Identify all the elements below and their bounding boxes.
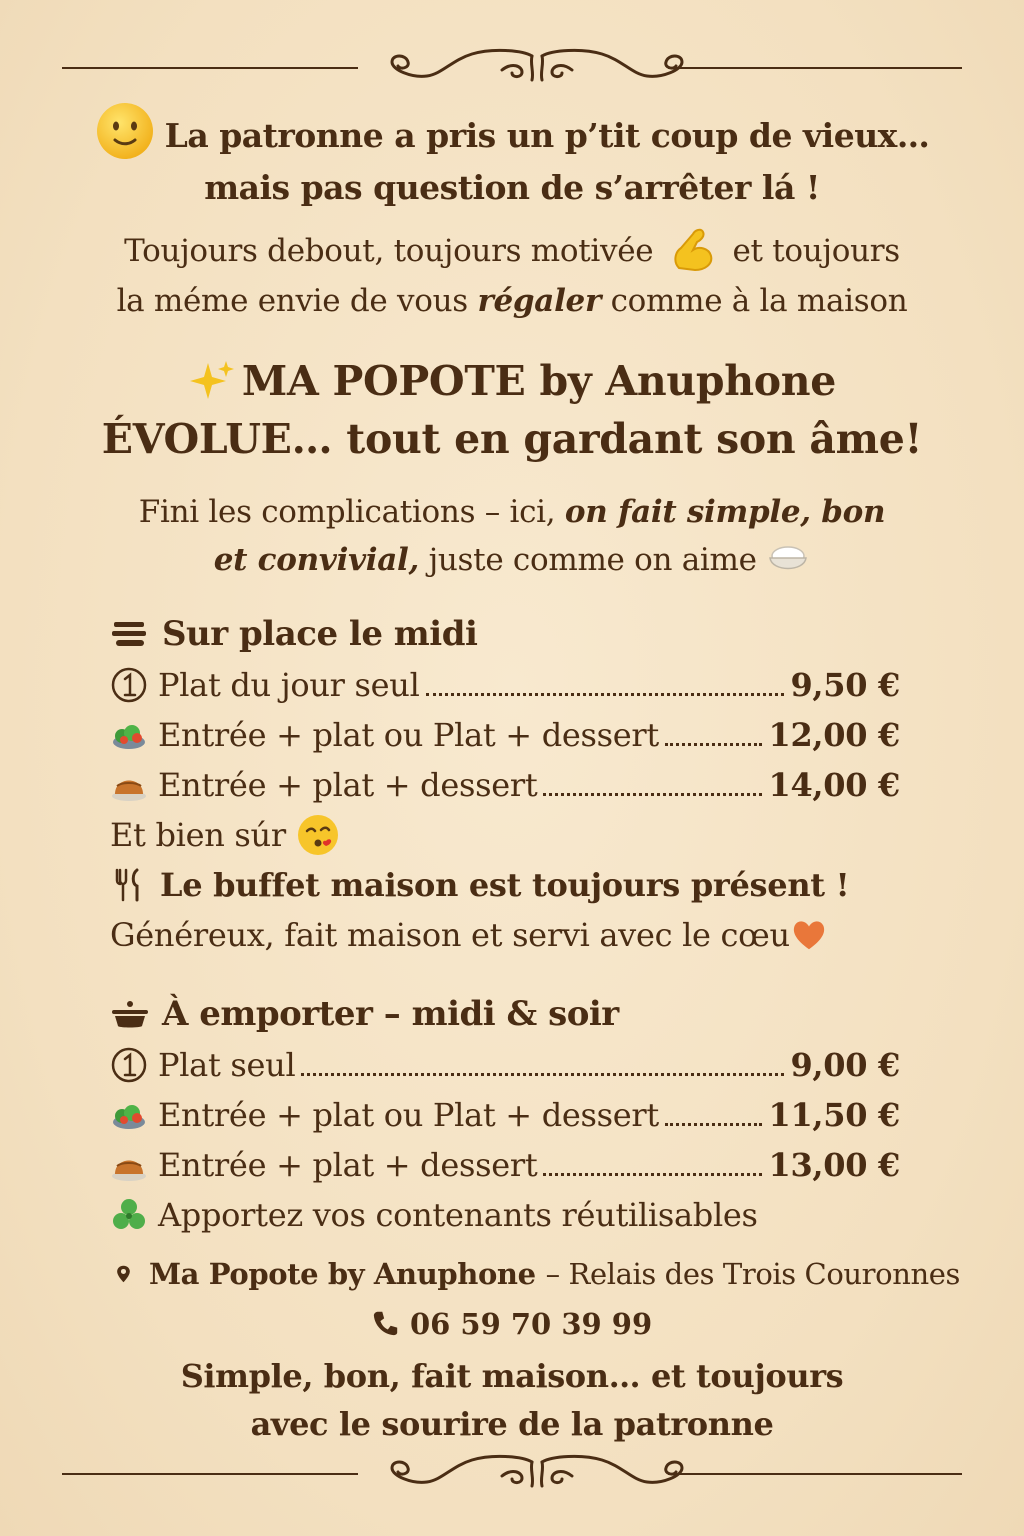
dot-leader <box>665 1123 763 1126</box>
tagline-line2-em: et convivial, <box>213 542 420 578</box>
intro-title <box>0 110 1024 214</box>
menu-item-label: Plat du jour seul <box>158 666 420 704</box>
menu-item-price: 14,00 € <box>768 766 900 804</box>
headline <box>0 352 1024 468</box>
orange-heart-icon <box>790 916 828 954</box>
buffet-line <box>110 860 900 910</box>
stacked-plates-icon <box>110 614 150 654</box>
rice-bowl-icon <box>766 536 810 580</box>
footer-slogan <box>0 1352 1024 1448</box>
menu-item-label: Entrée + plat ou Plat + dessert <box>158 716 659 754</box>
buffet-description <box>110 910 900 960</box>
location-pin-icon <box>114 1259 133 1289</box>
intro-body-line1a: Toujours debout, toujours motivée <box>124 233 654 269</box>
menu-row <box>110 1140 900 1190</box>
flourish-ornament-icon <box>372 48 712 88</box>
dessert-icon <box>110 766 148 804</box>
bottom-ornament-divider <box>62 1454 962 1494</box>
salad-icon <box>110 1096 148 1134</box>
menu-item-price: 13,00 € <box>768 1146 900 1184</box>
footer-slogan-line2: avec le sourire de la patronne <box>250 1405 774 1443</box>
covered-dish-icon <box>110 994 150 1034</box>
menu-item-price: 12,00 € <box>768 716 900 754</box>
intro-body <box>0 226 1024 326</box>
intro-title-line1: La patronne a pris un p’tit coup de vieux… <box>164 116 930 155</box>
menu-item-label: Plat seul <box>158 1046 296 1084</box>
phone-icon <box>372 1309 400 1337</box>
emporter-heading <box>110 988 900 1040</box>
tagline-line1-em: on fait simple, bon <box>564 494 886 530</box>
sur-place-heading-text: Sur place le midi <box>162 614 478 654</box>
menu-item-price: 9,50 € <box>790 666 900 704</box>
footer-address <box>110 1252 960 1296</box>
sur-place-note-text: Et bien súr <box>110 816 286 854</box>
menu-item-price: 11,50 € <box>768 1096 900 1134</box>
recycle-clover-icon <box>110 1196 148 1234</box>
intro-body-line2b: comme à la maison <box>610 283 908 319</box>
menu-row <box>110 710 900 760</box>
menu-row <box>110 1090 900 1140</box>
intro-body-line1b: et toujours <box>732 233 900 269</box>
emporter-section <box>110 988 900 1240</box>
kissing-face-icon <box>296 813 340 857</box>
flexed-biceps-icon <box>667 222 719 274</box>
top-ornament-divider <box>62 48 962 88</box>
salad-icon <box>110 716 148 754</box>
tagline <box>0 488 1024 584</box>
sur-place-note <box>110 810 900 860</box>
footer-phone <box>0 1302 1024 1346</box>
sur-place-heading <box>110 608 900 660</box>
number-one-icon <box>110 1046 148 1084</box>
footer-place: – Relais des Trois Couronnes <box>545 1257 960 1291</box>
buffet-description-text: Généreux, fait maison et servi avec le cœu <box>110 916 790 954</box>
phone-number[interactable]: 06 59 70 39 99 <box>409 1307 653 1341</box>
tagline-line2b: juste comme on aime <box>428 542 757 578</box>
intro-title-line2: mais pas question de s’arrêter lá ! <box>204 168 820 207</box>
menu-item-label: Entrée + plat + dessert <box>158 766 538 804</box>
fork-knife-icon <box>110 866 148 904</box>
intro-body-regaler: régaler <box>477 283 602 319</box>
buffet-text: Le buffet maison est toujours présent ! <box>160 866 850 904</box>
headline-line1: MA POPOTE by Anuphone <box>241 357 837 405</box>
flourish-ornament-icon <box>372 1454 712 1494</box>
headline-line2: ÉVOLUE… tout en gardant son âme! <box>101 415 923 463</box>
sparkles-icon <box>188 357 236 405</box>
menu-item-price: 9,00 € <box>790 1046 900 1084</box>
dot-leader <box>665 743 763 746</box>
tagline-line1a: Fini les complications – ici, <box>138 494 556 530</box>
dot-leader <box>426 693 785 696</box>
emporter-heading-text: À emporter – midi & soir <box>162 994 619 1034</box>
menu-row <box>110 760 900 810</box>
intro-body-line2a: la méme envie de vous <box>116 283 468 319</box>
dot-leader <box>543 793 762 796</box>
menu-item-label: Entrée + plat + dessert <box>158 1146 538 1184</box>
menu-item-label: Entrée + plat ou Plat + dessert <box>158 1096 659 1134</box>
footer-slogan-line1: Simple, bon, fait maison… et toujours <box>180 1357 844 1395</box>
dot-leader <box>301 1073 784 1076</box>
footer-restaurant-name: Ma Popote by Anuphone <box>148 1257 536 1291</box>
menu-row <box>110 660 900 710</box>
sur-place-section <box>110 608 900 960</box>
number-one-icon <box>110 666 148 704</box>
eco-note-text: Apportez vos contenants réutilisables <box>158 1196 758 1234</box>
eco-note <box>110 1190 900 1240</box>
smiling-face-icon <box>95 101 155 161</box>
dessert-icon <box>110 1146 148 1184</box>
menu-row <box>110 1040 900 1090</box>
dot-leader <box>543 1173 762 1176</box>
